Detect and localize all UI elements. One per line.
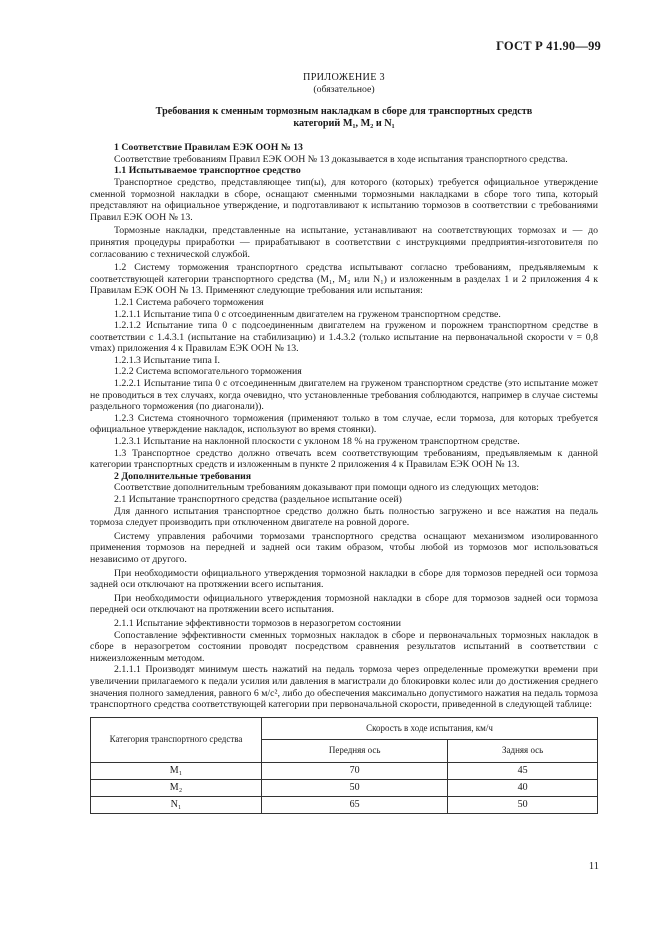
section-2-title: 2 Дополнительные требования (114, 470, 252, 482)
paragraph: При необходимости официального утверждения тормозной накладки в сборе для тормозов задней оси тормоза передней оси отключают на протяжении всего испытания. (90, 592, 598, 616)
section-1-title: 1 Соответствие Правилам ЕЭК ООН № 13 (114, 142, 303, 154)
paragraph: Систему управления рабочими тормозами транспортного средства оснащают механизмом изолированного применения тормозов на передней и задней оси таким образом, чтобы любой из тормозов мог использоваться независимо от другого. (90, 530, 598, 565)
paragraph: 1.2 Систему торможения транспортного средства испытывают согласно требованиям, предъявляемым к соответствующей категории транспортного средства (M₁, M₂ или N₁) и изложенным в разделах 1 и 2 приложения 4 к Правилам ЕЭК ООН № 13. Применяют следующие требования или испытания: (90, 262, 598, 297)
paragraph: Тормозные накладки, представленные на испытание, устанавливают на соответствующих тормозах и — до принятия процедуры приработки — прирабатывают в соответствии с инструкциями предприятия-изготовителя по согласованию с технической службой. (90, 225, 598, 260)
document-code: ГОСТ Р 41.90—99 (496, 39, 601, 53)
clause: 1.2.2.1 Испытание типа 0 с отсоединенным двигателем на груженом транспортном средстве (это испытание может не проводиться в тех случаях, когда очевидно, что установленные требования соблюдаются, например в случае системы раздельного торможения (по диагонали)). (90, 378, 598, 413)
table-row (91, 796, 598, 813)
table-cell-rear: 40 (448, 779, 598, 796)
table-cell-category: M₁ (91, 762, 262, 779)
clause: 2.1 Испытание транспортного средства (раздельное испытание осей) (114, 494, 402, 505)
table-header-front: Передняя ось (262, 740, 448, 763)
appendix-heading-line1: Требования к сменным тормозным накладкам в сборе для транспортных средств (155, 106, 533, 118)
clause: 1.2.1.1 Испытание типа 0 с отсоединенным двигателем на груженом транспортном средстве. (114, 308, 501, 320)
appendix-heading-line2: категорий M₁, M₂ и N₁ (293, 118, 395, 130)
table-cell-category: N₁ (91, 796, 262, 813)
table-header-speed: Скорость в ходе испытания, км/ч (262, 717, 598, 740)
paragraph: Для данного испытания транспортное средство должно быть полностью загружено и все нажатия на педаль тормоза следует производить при отключенном двигателе на ровной дороге. (90, 505, 598, 529)
table-cell-rear: 50 (448, 796, 598, 813)
clause: 1.2.3 Система стояночного торможения (применяют только в том случае, если тормоза, для которых требуется официальное утверждение накладок, используют во время стоянки). (90, 412, 598, 436)
table-row (91, 762, 598, 779)
paragraph: Соответствие дополнительным требованиям доказывают при помощи одного из следующих методов: (114, 482, 539, 494)
clause: 1.3 Транспортное средство должно отвечать всем соответствующим требованиям, предъявляемым к данной категории транспортных средств и изложенным в пункте 2 приложения 4 к Правилам ЕЭК ООН № 13. (90, 447, 598, 471)
appendix-heading (90, 106, 598, 130)
page-number: 11 (588, 861, 599, 872)
clause: 2.1.1.1 Производят минимум шесть нажатий на педаль тормоза через определенные промежутки времени при увеличении прилагаемого к педали усилия или давления в магистрали до блокировки колес или до достижения среднего значения полного замедления, равного 6 м/с², либо до обеспечения максимально допустимого нажатия на педаль тормоза транспортного средства соответствующей категории при первоначальной скорости, приведенной в следующей таблице: (90, 664, 598, 711)
table-header-rear: Задняя ось (448, 740, 598, 763)
table-cell-front: 70 (262, 762, 448, 779)
table-cell-front: 65 (262, 796, 448, 813)
clause: 1.2.2 Система вспомогательного торможения (114, 366, 302, 378)
table-cell-front: 50 (262, 779, 448, 796)
speed-table (90, 717, 598, 814)
appendix-subtitle: (обязательное) (313, 83, 375, 95)
section-1-1-title: 1.1 Испытываемое транспортное средство (114, 165, 301, 177)
paragraph: Соответствие требованиям Правил ЕЭК ООН № 13 доказывается в ходе испытания транспортного средства. (114, 153, 568, 165)
clause: 1.2.1.3 Испытание типа I. (114, 354, 220, 366)
clause: 1.2.3.1 Испытание на наклонной плоскости с уклоном 18 % на груженом транспортном средстве. (114, 436, 520, 448)
table-row (91, 779, 598, 796)
paragraph: Транспортное средство, представляющее тип(ы), для которого (которых) требуется официальное утверждение сменной тормозной накладки в сборе, оснащают сменными тормозными накладками в сборе того типа, который представляют на официальное утверждение, и подготавливают к испытанию тормозов в соответствии с требованиями Правил ЕЭК ООН № 13. (90, 176, 598, 223)
paragraph: При необходимости официального утверждения тормозной накладки в сборе для тормозов передней оси тормоза задней оси отключают на протяжении всего испытания. (90, 567, 598, 591)
document-body (90, 72, 598, 814)
table-cell-rear: 45 (448, 762, 598, 779)
clause: 1.2.1.2 Испытание типа 0 с подсоединенным двигателем на груженом и порожнем транспортном средстве в соответствии с 1.4.3.1 (испытание на стабилизацию) и 1.4.3.2 (только испытание на первоначальной скорости v = 0,8 vmax) приложения 4 к Правилам ЕЭК ООН № 13. (90, 320, 598, 355)
table-header-category: Категория транспортного средства (91, 717, 262, 762)
appendix-title: ПРИЛОЖЕНИЕ 3 (303, 72, 385, 83)
paragraph: Сопоставление эффективности сменных тормозных накладок в сборе и первоначальных тормозных накладок в сборе в неразогретом состоянии проводят посредством сравнения результатов испытаний в соответствии с нижеизложенным методом. (90, 629, 598, 664)
clause: 2.1.1 Испытание эффективности тормозов в неразогретом состоянии (114, 617, 401, 629)
clause: 1.2.1 Система рабочего торможения (114, 296, 264, 308)
table-cell-category: M₂ (91, 779, 262, 796)
